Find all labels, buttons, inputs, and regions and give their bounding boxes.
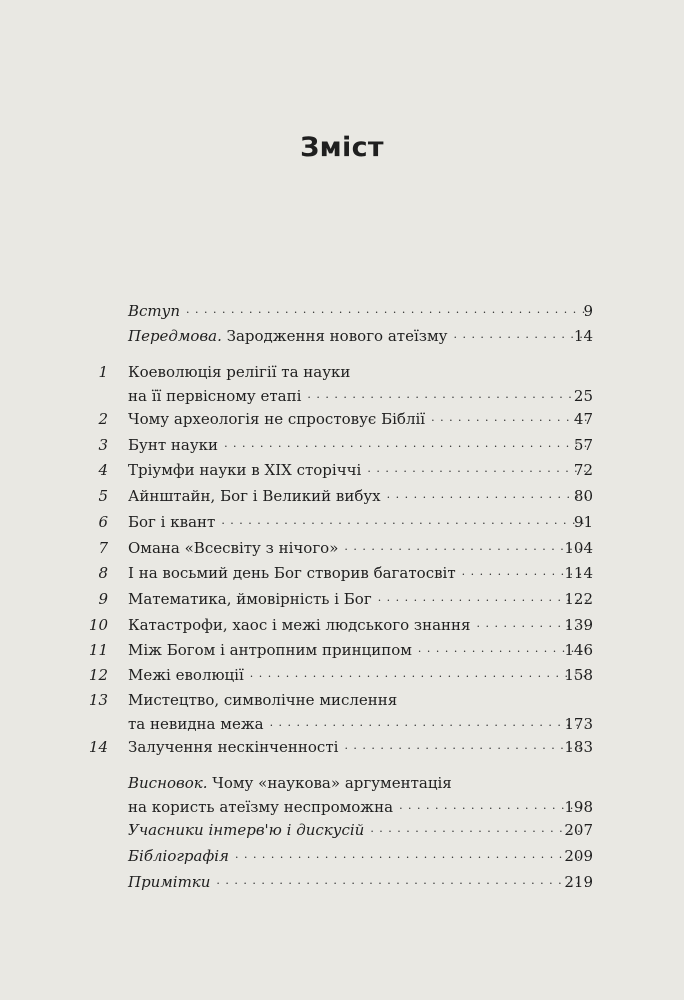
entry-title: [128, 664, 593, 688]
page-number: 219: [564, 873, 593, 891]
dot-leader: [224, 434, 587, 458]
toc-entry: [0, 639, 684, 661]
entry-title: [128, 325, 593, 349]
entry-title: [128, 871, 593, 895]
dot-leader: [186, 300, 587, 324]
toc-entry: [0, 819, 684, 841]
entry-text: І на восьмий день Бог створив багатосвіт: [128, 564, 456, 582]
chapter-number: 8: [98, 564, 108, 582]
dot-leader: [216, 871, 587, 895]
chapter-number: 6: [98, 513, 108, 531]
page-number: 57: [573, 436, 593, 454]
entry-text: Зародження нового атеїзму: [221, 327, 448, 345]
page-number: 114: [564, 564, 593, 582]
chapter-number: 11: [88, 641, 108, 659]
entry-text-2: на її первісному етапі: [128, 387, 302, 405]
page-number: 198: [564, 798, 593, 816]
entry-prefix: Бібліографія: [128, 847, 229, 865]
page-number: 207: [564, 821, 593, 839]
entry-title: [128, 537, 593, 561]
dot-leader: [250, 664, 587, 688]
entry-title: [128, 736, 593, 760]
page-number: 122: [564, 590, 593, 608]
page-number: 146: [564, 641, 593, 659]
page-number: 104: [564, 539, 593, 557]
entry-prefix: Примітки: [128, 873, 211, 891]
entry-text: Залучення нескінченності: [128, 738, 339, 756]
entry-title: [128, 562, 593, 586]
page-number: 183: [564, 738, 593, 756]
toc-entry: [0, 845, 684, 867]
entry-text: Тріумфи науки в XIX сторіччі: [128, 461, 362, 479]
entry-text: Математика, ймовірність і Бог: [128, 590, 372, 608]
entry-title: [128, 485, 593, 509]
toc-entry: [0, 300, 684, 322]
entry-title-line-2: [128, 796, 593, 820]
toc-entry: [0, 361, 684, 383]
entry-prefix: Передмова.: [128, 327, 222, 345]
entry-text: Межі еволюції: [128, 666, 244, 684]
page-number: 47: [573, 410, 593, 428]
toc-entry: [0, 562, 684, 584]
entry-text: Айнштайн, Бог і Великий вибух: [128, 487, 381, 505]
entry-prefix: Вступ: [128, 302, 181, 320]
entry-title: [128, 408, 593, 432]
entry-text: Між Богом і антропним принципом: [128, 641, 412, 659]
chapter-number: 9: [98, 590, 108, 608]
toc-entry: [0, 485, 684, 507]
entry-text: Чому археологія не спростовує Біблії: [128, 410, 426, 428]
page-number: 9: [583, 302, 593, 320]
entry-title: [128, 434, 593, 458]
entry-text: Коеволюція релігії та науки: [128, 363, 351, 381]
entry-text: Мистецтво, символічне мислення: [128, 691, 398, 709]
entry-title: [128, 588, 593, 612]
chapter-number: 7: [98, 539, 108, 557]
dot-leader: [221, 511, 587, 535]
page-number: 14: [573, 327, 593, 345]
page-number: 72: [573, 461, 593, 479]
entry-title: [128, 639, 593, 663]
toc-entry: [0, 325, 684, 347]
entry-title: [128, 614, 593, 638]
entry-title: [128, 689, 593, 711]
toc-entry: [0, 736, 684, 758]
dot-leader: [270, 713, 587, 737]
chapter-number: 10: [88, 616, 108, 634]
entry-title: [128, 772, 593, 794]
toc-entry: [0, 408, 684, 430]
entry-text: Омана «Всесвіту з нічого»: [128, 539, 339, 557]
page-number: 25: [573, 387, 593, 405]
page-number: 91: [573, 513, 593, 531]
entry-title: [128, 819, 593, 843]
toc-entry: [0, 588, 684, 610]
chapter-number: 13: [88, 691, 108, 709]
entry-title: [128, 511, 593, 535]
chapter-number: 5: [98, 487, 108, 505]
toc-entry: [0, 511, 684, 533]
chapter-number: 12: [88, 666, 108, 684]
entry-prefix: Учасники інтерв'ю і дискусій: [128, 821, 365, 839]
entry-text: Бунт науки: [128, 436, 219, 454]
entry-title: [128, 845, 593, 869]
page-title: Зміст: [300, 132, 384, 163]
toc-entry-continuation: [0, 713, 684, 735]
dot-leader: [235, 845, 587, 869]
toc-entry-continuation: [0, 796, 684, 818]
chapter-number: 1: [98, 363, 108, 381]
page-number: 158: [564, 666, 593, 684]
toc-entry: [0, 689, 684, 711]
entry-text-2: на користь атеїзму неспроможна: [128, 798, 394, 816]
entry-title-line-2: [128, 713, 593, 737]
entry-text: Катастрофи, хаос і межі людського знання: [128, 616, 471, 634]
page-number: 209: [564, 847, 593, 865]
entry-text-2: та невидна межа: [128, 715, 264, 733]
page-number: 139: [564, 616, 593, 634]
toc-entry: [0, 664, 684, 686]
toc-entry-continuation: [0, 385, 684, 407]
toc-entry: [0, 614, 684, 636]
toc-entry: [0, 772, 684, 794]
entry-title: [128, 300, 593, 324]
entry-title-line-2: [128, 385, 593, 409]
chapter-number: 2: [98, 410, 108, 428]
entry-text: Чому «наукова» аргументація: [207, 774, 452, 792]
chapter-number: 3: [98, 436, 108, 454]
chapter-number: 14: [88, 738, 108, 756]
entry-title: [128, 459, 593, 483]
page-number: 173: [564, 715, 593, 733]
toc-entry: [0, 459, 684, 481]
chapter-number: 4: [98, 461, 108, 479]
entry-prefix: Висновок.: [128, 774, 208, 792]
toc-entry: [0, 537, 684, 559]
toc-entry: [0, 434, 684, 456]
entry-title: [128, 361, 593, 383]
entry-text: Бог і квант: [128, 513, 216, 531]
page-number: 80: [573, 487, 593, 505]
toc-entry: [0, 871, 684, 893]
